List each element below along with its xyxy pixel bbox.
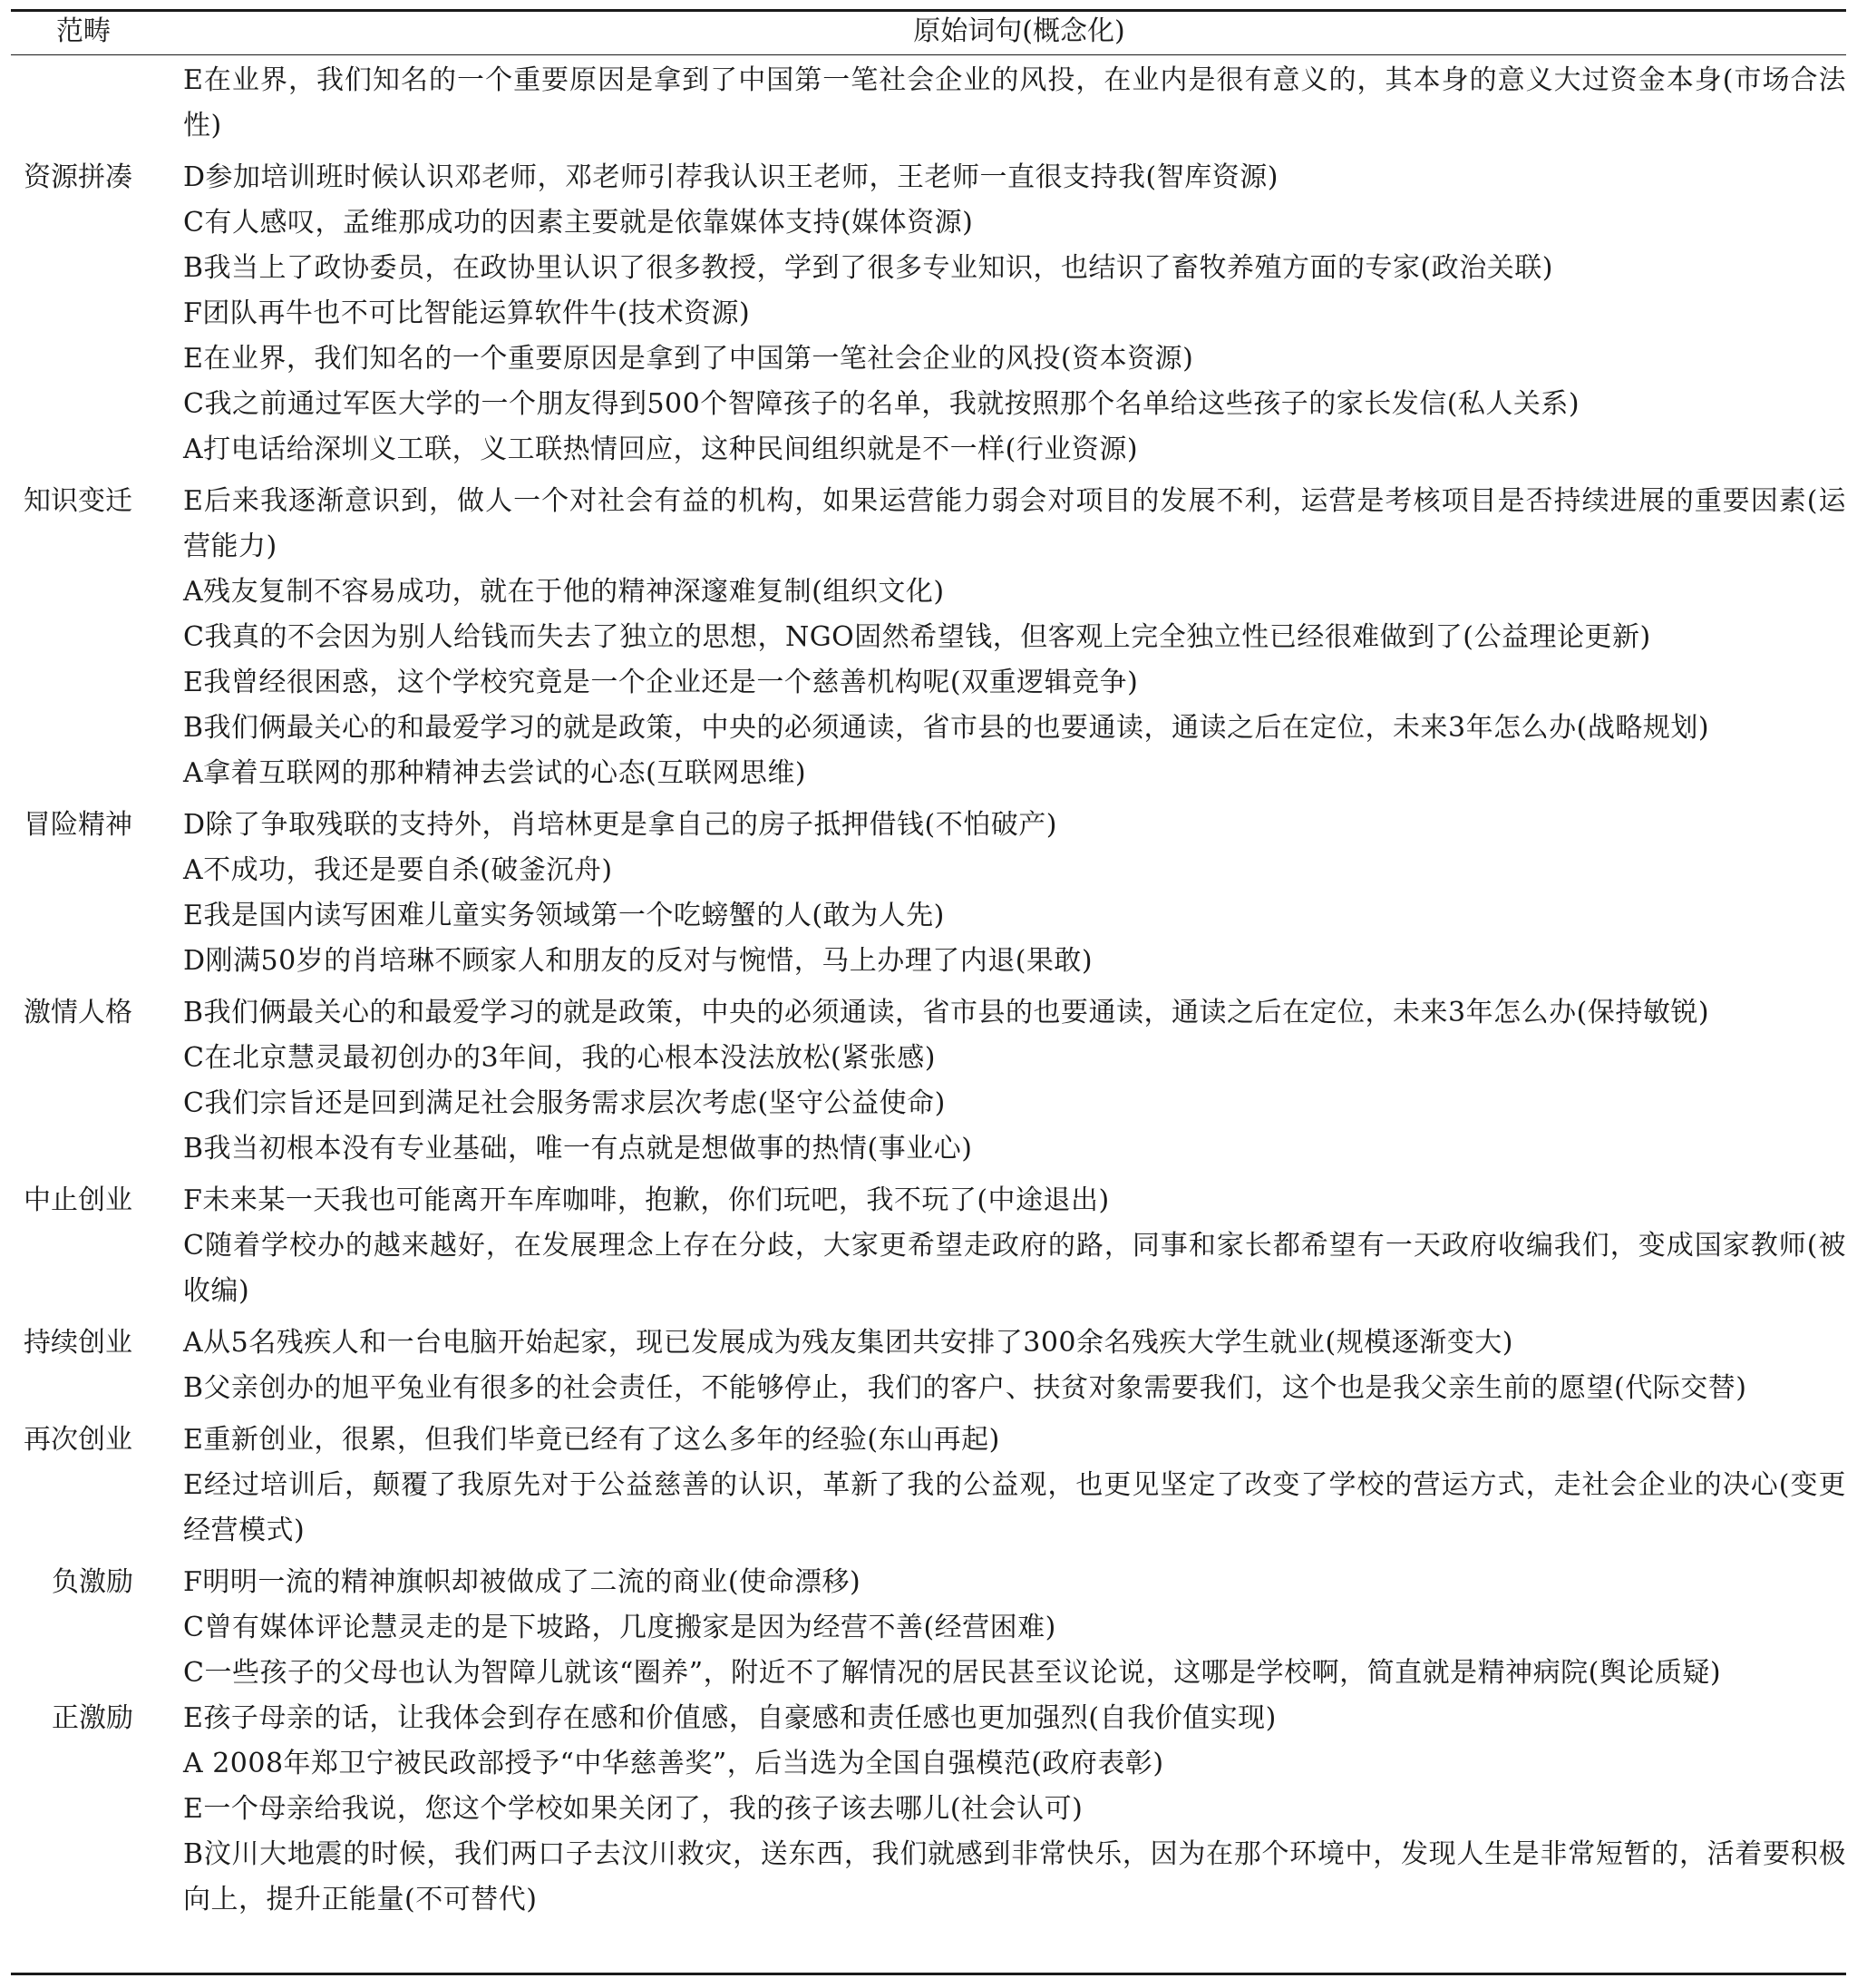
category-rows bbox=[183, 803, 1846, 984]
category-label: 持续创业 bbox=[24, 1327, 132, 1359]
quote-row: B我们俩最关心的和最爱学习的就是政策，中央的必须通读，省市县的也要通读，通读之后在定位，未来3年怎么办(保持敏锐) bbox=[183, 997, 1710, 1028]
category-label: 中止创业 bbox=[24, 1184, 132, 1216]
quote-row: E后来我逐渐意识到，做人一个对社会有益的机构，如果运营能力弱会对项目的发展不利，运营是考核项目是否持续进展的重要因素(运营能力) bbox=[183, 485, 1846, 562]
category-label: 知识变迁 bbox=[24, 485, 132, 517]
quote-row: C曾有媒体评论慧灵走的是下坡路，几度搬家是因为经营不善(经营困难) bbox=[183, 1612, 1056, 1643]
quote-row: E孩子母亲的话，让我体会到存在感和价值感，自豪感和责任感也更加强烈(自我价值实现) bbox=[183, 1702, 1277, 1734]
quote-row: C我真的不会因为别人给钱而失去了独立的思想，NGO固然希望钱，但客观上完全独立性已经很难做到了(公益理论更新) bbox=[183, 621, 1651, 653]
category-group bbox=[11, 1696, 1846, 1923]
quote-row: D参加培训班时候认识邓老师，邓老师引荐我认识王老师，王老师一直很支持我(智库资源) bbox=[183, 161, 1279, 193]
header-source: 原始词句(概念化) bbox=[913, 15, 1125, 47]
category-rows bbox=[183, 155, 1846, 473]
quote-row: E一个母亲给我说，您这个学校如果关闭了，我的孩子该去哪儿(社会认可) bbox=[183, 1793, 1084, 1825]
category-group bbox=[11, 803, 1846, 984]
quote-row: E在业界，我们知名的一个重要原因是拿到了中国第一笔社会企业的风投(资本资源) bbox=[183, 343, 1194, 375]
category-group bbox=[11, 1178, 1846, 1314]
quote-row: C有人感叹，孟维那成功的因素主要就是依靠媒体支持(媒体资源) bbox=[183, 207, 974, 239]
quote-row: E重新创业，很累，但我们毕竟已经有了这么多年的经验(东山再起) bbox=[183, 1424, 1000, 1456]
category-group bbox=[11, 1320, 1846, 1411]
quote-row: C在北京慧灵最初创办的3年间，我的心根本没法放松(紧张感) bbox=[183, 1042, 936, 1074]
category-group bbox=[11, 58, 1846, 149]
table-header-rule bbox=[11, 54, 1846, 55]
quote-row: F明明一流的精神旗帜却被做成了二流的商业(使命漂移) bbox=[183, 1566, 861, 1598]
category-rows bbox=[183, 1560, 1846, 1696]
category-rows bbox=[183, 1320, 1846, 1411]
category-rows bbox=[183, 58, 1846, 149]
quote-row: D刚满50岁的肖培琳不顾家人和朋友的反对与惋惜，马上办理了内退(果敢) bbox=[183, 945, 1094, 977]
quote-row: A残友复制不容易成功，就在于他的精神深邃难复制(组织文化) bbox=[183, 576, 945, 608]
category-group bbox=[11, 1560, 1846, 1696]
quote-row: B我当初根本没有专业基础，唯一有点就是想做事的热情(事业心) bbox=[183, 1133, 973, 1165]
quote-row: D除了争取残联的支持外，肖培林更是拿自己的房子抵押借钱(不怕破产) bbox=[183, 809, 1057, 841]
category-label: 正激励 bbox=[52, 1702, 133, 1734]
quote-row: A打电话给深圳义工联，义工联热情回应，这种民间组织就是不一样(行业资源) bbox=[183, 434, 1139, 465]
category-label: 资源拼凑 bbox=[24, 161, 132, 193]
quote-row: E我是国内读写困难儿童实务领域第一个吃螃蟹的人(敢为人先) bbox=[183, 900, 945, 931]
quote-row: E我曾经很困惑，这个学校究竟是一个企业还是一个慈善机构呢(双重逻辑竞争) bbox=[183, 667, 1139, 698]
table-body bbox=[11, 58, 1846, 1929]
quote-row: A 2008年郑卫宁被民政部授予“中华慈善奖”，后当选为全国自强模范(政府表彰) bbox=[183, 1748, 1164, 1779]
category-rows bbox=[183, 1178, 1846, 1314]
quote-row: B我们俩最关心的和最爱学习的就是政策，中央的必须通读，省市县的也要通读，通读之后在定位，未来3年怎么办(战略规划) bbox=[183, 712, 1710, 744]
quote-row: B汶川大地震的时候，我们两口子去汶川救灾，送东西，我们就感到非常快乐，因为在那个环境中，发现人生是非常短暂的，活着要积极向上，提升正能量(不可替代) bbox=[183, 1838, 1846, 1915]
category-rows bbox=[183, 1418, 1846, 1554]
quote-row: C我之前通过军医大学的一个朋友得到500个智障孩子的名单，我就按照那个名单给这些孩子的家长发信(私人关系) bbox=[183, 388, 1580, 420]
category-group bbox=[11, 1418, 1846, 1554]
quote-row: B我当上了政协委员，在政协里认识了很多教授，学到了很多专业知识，也结识了畜牧养殖方面的专家(政治关联) bbox=[183, 252, 1553, 284]
header-category: 范畴 bbox=[56, 15, 111, 47]
category-label: 再次创业 bbox=[24, 1424, 132, 1456]
category-group bbox=[11, 990, 1846, 1172]
quote-row: F团队再牛也不可比智能运算软件牛(技术资源) bbox=[183, 297, 751, 329]
quote-row: C随着学校办的越来越好，在发展理念上存在分歧，大家更希望走政府的路，同事和家长都希望有一天政府收编我们，变成国家教师(被收编) bbox=[183, 1230, 1846, 1307]
category-rows bbox=[183, 990, 1846, 1172]
category-label: 激情人格 bbox=[24, 997, 132, 1028]
table-bottom-rule bbox=[11, 1973, 1846, 1975]
quote-row: E经过培训后，颠覆了我原先对于公益慈善的认识，革新了我的公益观，也更见坚定了改变了学校的营运方式，走社会企业的决心(变更经营模式) bbox=[183, 1469, 1846, 1546]
category-rows bbox=[183, 479, 1846, 796]
quote-row: C一些孩子的父母也认为智障儿就该“圈养”，附近不了解情况的居民甚至议论说，这哪是学校啊，简直就是精神病院(舆论质疑) bbox=[183, 1657, 1722, 1689]
quote-row: C我们宗旨还是回到满足社会服务需求层次考虑(坚守公益使命) bbox=[183, 1087, 946, 1119]
quote-row: A拿着互联网的那种精神去尝试的心态(互联网思维) bbox=[183, 757, 807, 789]
category-label: 负激励 bbox=[52, 1566, 133, 1598]
quote-row: B父亲创办的旭平兔业有很多的社会责任，不能够停止，我们的客户、扶贫对象需要我们，这个也是我父亲生前的愿望(代际交替) bbox=[183, 1372, 1747, 1404]
concept-table bbox=[11, 9, 1846, 1975]
quote-row: F未来某一天我也可能离开车库咖啡，抱歉，你们玩吧，我不玩了(中途退出) bbox=[183, 1184, 1110, 1216]
quote-row: A不成功，我还是要自杀(破釜沉舟) bbox=[183, 854, 613, 886]
category-group bbox=[11, 155, 1846, 473]
category-label: 冒险精神 bbox=[24, 809, 132, 841]
category-group bbox=[11, 479, 1846, 796]
quote-row: E在业界，我们知名的一个重要原因是拿到了中国第一笔社会企业的风投，在业内是很有意义的，其本身的意义大过资金本身(市场合法性) bbox=[183, 64, 1846, 141]
quote-row: A从5名残疾人和一台电脑开始起家，现已发展成为残友集团共安排了300余名残疾大学生就业(规模逐渐变大) bbox=[183, 1327, 1513, 1359]
category-rows bbox=[183, 1696, 1846, 1923]
